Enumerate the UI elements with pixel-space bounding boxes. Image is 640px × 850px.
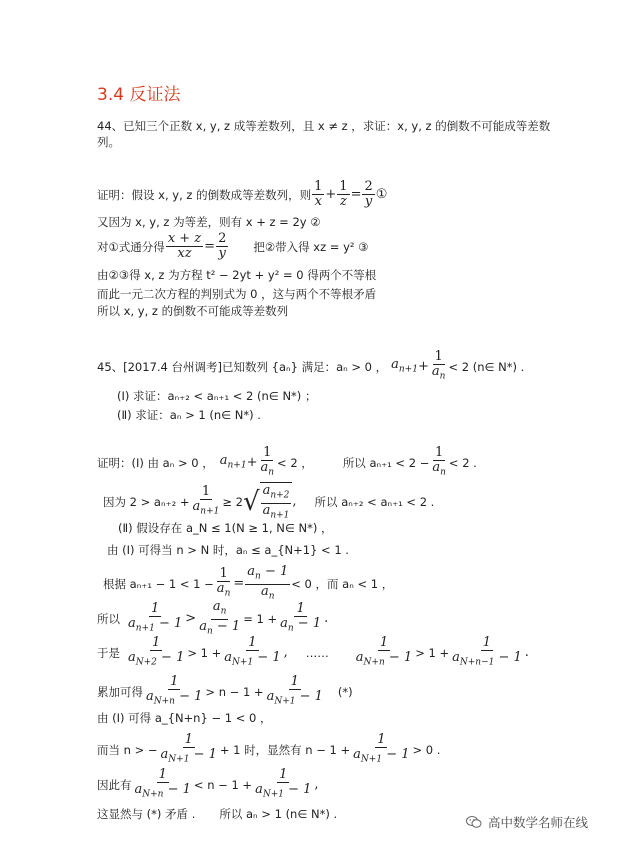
proof-45-line5-a: 根据 aₙ₊₁ − 1 < 1 −: [103, 577, 214, 592]
proof-45-line3: (Ⅱ) 假设存在 a_N ≤ 1(N ≥ 1, N∈ N*) ，: [118, 521, 333, 535]
proof-45-line11: 因此有 $\frac{1}{a_{N+n} - 1}$ < n − 1 + $\frac{1}{a_{N+1} - 1}$ ,: [97, 767, 319, 800]
fraction-reciprocal-aN1-3: $\frac{1}{a_{N+1} - 1}$: [160, 732, 217, 765]
fraction-2-over-y-b: $\frac{2}{y}$: [218, 231, 227, 261]
fraction-1-over-an-2: $\frac{1}{a_n}$: [260, 445, 275, 478]
fraction-1-over-an-3: $\frac{1}{a_n}$: [432, 445, 446, 478]
proof-44-line3-b: 把②带入得 xz = y² ③: [253, 239, 369, 254]
fraction-an-over-an-minus-1: $\frac{a_n}{a_n - 1}$: [199, 599, 241, 637]
section-title: [97, 80, 180, 105]
section-number: 3.4: [97, 85, 125, 105]
proof-45-line2-b: ≥ 2: [222, 495, 243, 510]
proof-44-line3: 对①式通分得 $\frac{x + z}{xz}$ = $\frac{2}{y}$ 把②带入得 xz = y² ③: [97, 231, 369, 261]
problem-45-part2: (Ⅱ) 求证：aₙ > 1 (n∈ N*) .: [117, 408, 261, 422]
proof-45-line1-d: < 2 .: [448, 455, 477, 470]
proof-45-line1-a: 证明：(Ⅰ) 由 aₙ > 0 ，: [97, 455, 214, 470]
proof-44-lead: 证明：假设 x, y, z 的倒数成等差数列，则: [97, 187, 312, 202]
fraction-1-over-x: $\frac{1}{x}$: [314, 179, 323, 209]
proof-45-line5-b: < 0 ，而 aₙ < 1 ，: [291, 577, 394, 592]
proof-45-line12-b: 所以 aₙ > 1 (n∈ N*) .: [219, 807, 338, 821]
proof-45-line8-a: 累加可得: [97, 684, 143, 699]
proof-45-line7-b2: > 1 +: [415, 645, 450, 660]
proof-45-line2: 因为 2 > aₙ₊₂ + $\frac{1}{a_{n+1}}$ ≥ 2 √ $\frac{a_{n+2}}{a_{n+1}}$ , 所以 aₙ₊₂ < aₙ₊₁ < 2 .: [103, 483, 435, 521]
wechat-icon: [466, 815, 482, 829]
proof-44-line1: 证明：假设 x, y, z 的倒数成等差数列，则 $\frac{1}{x}$ + $\frac{1}{z}$ = $\frac{2}{y}$ ①: [97, 179, 388, 209]
fraction-an-minus-1-over-an: $\frac{a_n - 1}{a_n}$: [247, 564, 289, 602]
proof-44-line4: 由②③得 x, z 为方程 t² − 2yt + y² = 0 得两个不等根: [97, 268, 377, 282]
fraction-reciprocal-aN1-4: $\frac{1}{a_{N+1} - 1}$: [353, 732, 410, 765]
problem-45-stem: 45、[2017.4 台州调考]已知数列 {aₙ} 满足：aₙ > 0 ， $a_{n+1}$ + $\frac{1}{a_n}$ < 2 (n∈ N*) .: [97, 349, 525, 382]
fraction-1-over-z: $\frac{1}{z}$: [339, 179, 348, 209]
proof-45-line10-a: 而当 n > −: [97, 742, 158, 757]
fraction-2-over-y: $\frac{2}{y}$: [364, 179, 373, 209]
proof-45-line1-b: < 2 ，: [277, 455, 313, 470]
watermark: [466, 813, 588, 831]
proof-45-line11-b: < n − 1 +: [193, 777, 253, 792]
fraction-reciprocal-aNn1: $\frac{1}{a_{N+n-1} - 1}$: [452, 635, 522, 668]
proof-45-line7-b: > 1 +: [187, 645, 222, 660]
proof-45-line10-c: > 0 .: [412, 742, 441, 757]
fraction-1-over-an1: $\frac{1}{a_{n+1}}$: [192, 484, 220, 517]
problem-44-stem-line2: 列。: [97, 135, 120, 149]
proof-44-line6: 所以 x, y, z 的倒数不可能成等差数列: [97, 304, 289, 318]
fraction-reciprocal-aN1-2: $\frac{1}{a_{N+1} - 1}$: [266, 674, 323, 707]
fraction-reciprocal-aNn-3: $\frac{1}{a_{N+n} - 1}$: [134, 767, 191, 800]
proof-45-line8-b: > n − 1 +: [205, 684, 264, 699]
proof-45-line4: 由 (Ⅰ) 可得当 n > N 时，aₙ ≤ a_{N+1} < 1 .: [107, 543, 349, 557]
fraction-xz: $\frac{x + z}{xz}$: [167, 231, 202, 261]
sqrt-ratio: √ $\frac{a_{n+2}}{a_{n+1}}$: [243, 482, 292, 522]
problem-45-stem-tail: < 2 (n∈ N*) .: [448, 359, 525, 374]
proof-45-line12: [97, 806, 337, 822]
proof-45-line2-a: 因为 2 > aₙ₊₂ +: [103, 495, 190, 510]
fraction-1-over-an-4: $\frac{1}{a_n}$: [216, 566, 231, 599]
problem-44-stem-line1: 44、已知三个正数 x, y, z 成等差数列，且 x ≠ z ，求证：x, y, z 的倒数不可能成等差数: [97, 119, 551, 133]
proof-45-line6: 所以 $\frac{1}{a_{n+1} - 1}$ > $\frac{a_n}{a_n - 1}$ = 1 + $\frac{1}{a_n - 1}$ .: [97, 599, 329, 637]
proof-45-line10-b: + 1 时，显然有 n − 1 +: [219, 742, 351, 757]
fraction-reciprocal-aN2: $\frac{1}{a_{N+2} - 1}$: [128, 635, 185, 668]
watermark-text: 高中数学名师在线: [488, 815, 589, 830]
proof-45-line7-dots: ……: [305, 645, 329, 660]
proof-44-line5: 而此一元二次方程的判别式为 0 ，这与两个不等根矛盾: [97, 287, 377, 301]
proof-45-line10: [97, 733, 440, 767]
proof-45-line1-c: 所以 aₙ₊₁ < 2 −: [342, 455, 430, 470]
proof-45-line8-tag: (*): [337, 684, 353, 699]
fraction-reciprocal-aNn: $\frac{1}{a_{N+n} - 1}$: [355, 635, 413, 668]
proof-45-line11-a: 因此有: [97, 777, 132, 792]
problem-45-part1: (Ⅰ) 求证：aₙ₊₂ < aₙ₊₁ < 2 (n∈ N*) ；: [117, 389, 317, 403]
proof-44-line3-a: 对①式通分得: [97, 239, 165, 254]
fraction-reciprocal-aN1-5: $\frac{1}{a_{N+1} - 1}$: [255, 767, 312, 800]
fraction-reciprocal-aNn-2: $\frac{1}{a_{N+n} - 1}$: [146, 674, 203, 707]
problem-45-stem-text: 45、[2017.4 台州调考]已知数列 {aₙ} 满足：aₙ > 0 ，: [97, 359, 388, 374]
proof-45-line5: 根据 aₙ₊₁ − 1 < 1 − $\frac{1}{a_n}$ = $\frac{a_n - 1}{a_n}$ < 0 ，而 aₙ < 1 ，: [103, 564, 394, 602]
proof-44-line2: 又因为 x, y, z 为等差，则有 x + z = 2y ②: [97, 215, 321, 229]
proof-45-line2-c: 所以 aₙ₊₂ < aₙ₊₁ < 2 .: [314, 495, 435, 510]
proof-45-line9: 由 (Ⅰ) 可得 a_{N+n} − 1 < 0 ，: [97, 711, 272, 725]
fraction-reciprocal-aN1: $\frac{1}{a_{N+1} - 1}$: [224, 635, 281, 668]
fraction-1-over-an: $\frac{1}{a_n}$: [431, 349, 446, 382]
section-name: 反证法: [129, 85, 181, 105]
fraction-reciprocal-an: $\frac{1}{a_n - 1}$: [280, 601, 322, 634]
proof-45-line7: 于是 $\frac{1}{a_{N+2} - 1}$ > 1 + $\frac{1}{a_{N+1} - 1}$ , …… $\frac{1}{a_{N+n} - 1}$ > 1 + $\frac{1}{a_{N+n-1} - 1}$ .: [97, 635, 529, 668]
proof-45-line8: [97, 675, 353, 709]
proof-45-line1: 证明：(Ⅰ) 由 aₙ > 0 ， $a_{n+1}$ + $\frac{1}{a_n}$ < 2 ， 所以 aₙ₊₁ < 2 − $\frac{1}{a_n}$ < 2 .: [97, 445, 477, 478]
proof-45-line6-a: 所以: [97, 612, 120, 627]
proof-45-line12-a: 这显然与 (*) 矛盾 .: [97, 807, 196, 821]
proof-45-line7-a: 于是: [97, 645, 120, 660]
fraction-reciprocal-an1: $\frac{1}{a_{n+1} - 1}$: [128, 601, 183, 634]
proof-45-line6-b: = 1 +: [243, 612, 278, 627]
